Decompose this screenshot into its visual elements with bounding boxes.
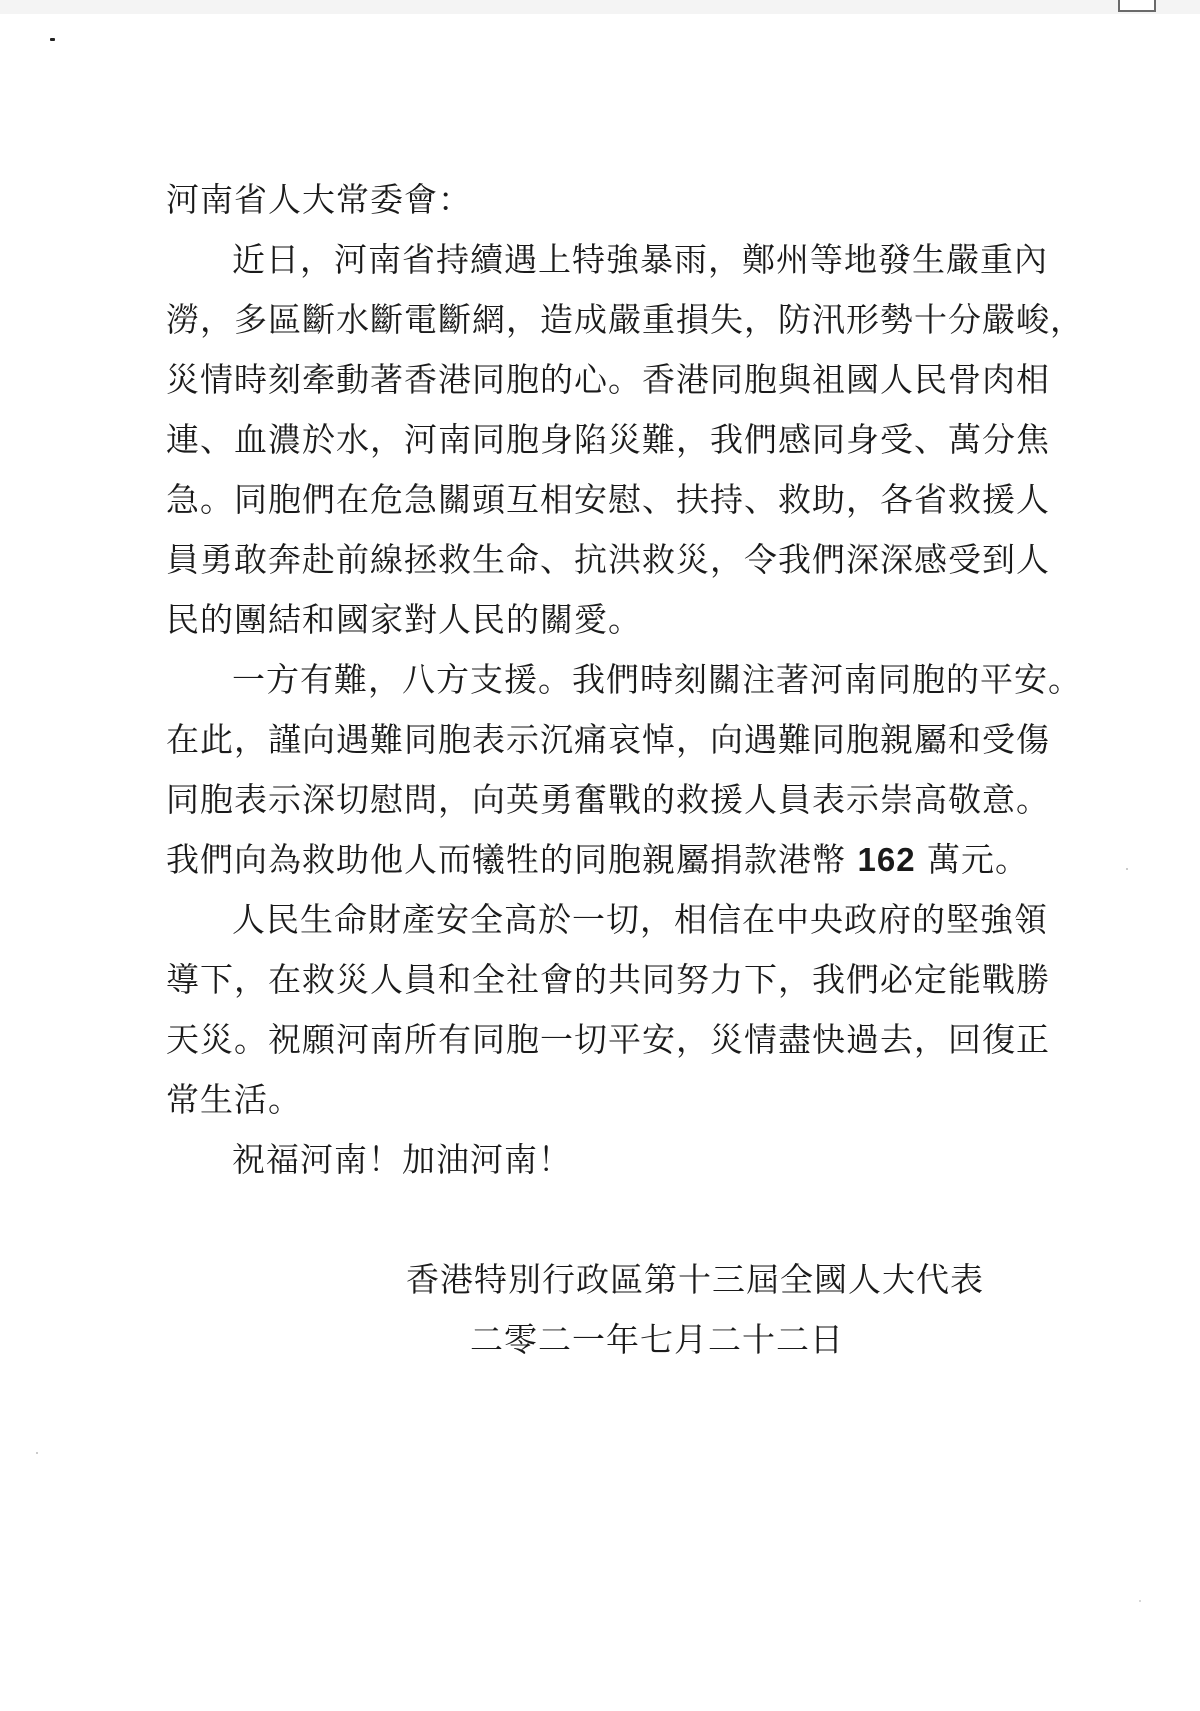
paragraph-3-line: 天災。祝願河南所有同胞一切平安，災情盡快過去，回復正 xyxy=(166,1020,1050,1059)
paragraph-1-line: 民的團結和國家對人民的關愛。 xyxy=(166,600,642,639)
paragraph-1-line: 急。同胞們在危急關頭互相安慰、扶持、救助，各省救援人 xyxy=(166,480,1050,519)
paragraph-1-line: 澇，多區斷水斷電斷網，造成嚴重損失，防汛形勢十分嚴峻， xyxy=(166,300,1084,339)
paragraph-1-line: 連、血濃於水，河南同胞身陷災難，我們感同身受、萬分焦 xyxy=(166,420,1050,459)
paragraph-3-line: 導下，在救災人員和全社會的共同努力下，我們必定能戰勝 xyxy=(166,960,1050,999)
donation-text-before: 我們向為救助他人而犧牲的同胞親屬捐款港幣 xyxy=(166,840,858,879)
paragraph-1-line: 災情時刻牽動著香港同胞的心。香港同胞與祖國人民骨肉相 xyxy=(166,360,1050,399)
paragraph-2-line: 同胞表示深切慰問，向英勇奮戰的救援人員表示崇高敬意。 xyxy=(166,780,1050,819)
closing-line: 祝福河南！加油河南！ xyxy=(232,1140,572,1179)
paragraph-2-donation-line xyxy=(166,840,1029,880)
paragraph-2-line: 一方有難，八方支援。我們時刻關注著河南同胞的平安。 xyxy=(232,660,1082,699)
paragraph-1-line: 近日，河南省持續遇上特強暴雨，鄭州等地發生嚴重內 xyxy=(232,240,1048,279)
paragraph-1-line: 員勇敢奔赴前線拯救生命、抗洪救災，令我們深深感受到人 xyxy=(166,540,1050,579)
donation-amount: 162 xyxy=(857,841,916,878)
signature: 香港特別行政區第十三屆全國人大代表 xyxy=(406,1260,984,1299)
paragraph-3-line: 人民生命財產安全高於一切，相信在中央政府的堅強領 xyxy=(232,900,1048,939)
paragraph-2-line: 在此，謹向遇難同胞表示沉痛哀悼，向遇難同胞親屬和受傷 xyxy=(166,720,1050,759)
paragraph-3-line: 常生活。 xyxy=(166,1080,302,1119)
donation-text-after: 萬元。 xyxy=(915,840,1030,879)
date: 二零二一年七月二十二日 xyxy=(470,1320,844,1359)
salutation: 河南省人大常委會： xyxy=(166,180,472,219)
